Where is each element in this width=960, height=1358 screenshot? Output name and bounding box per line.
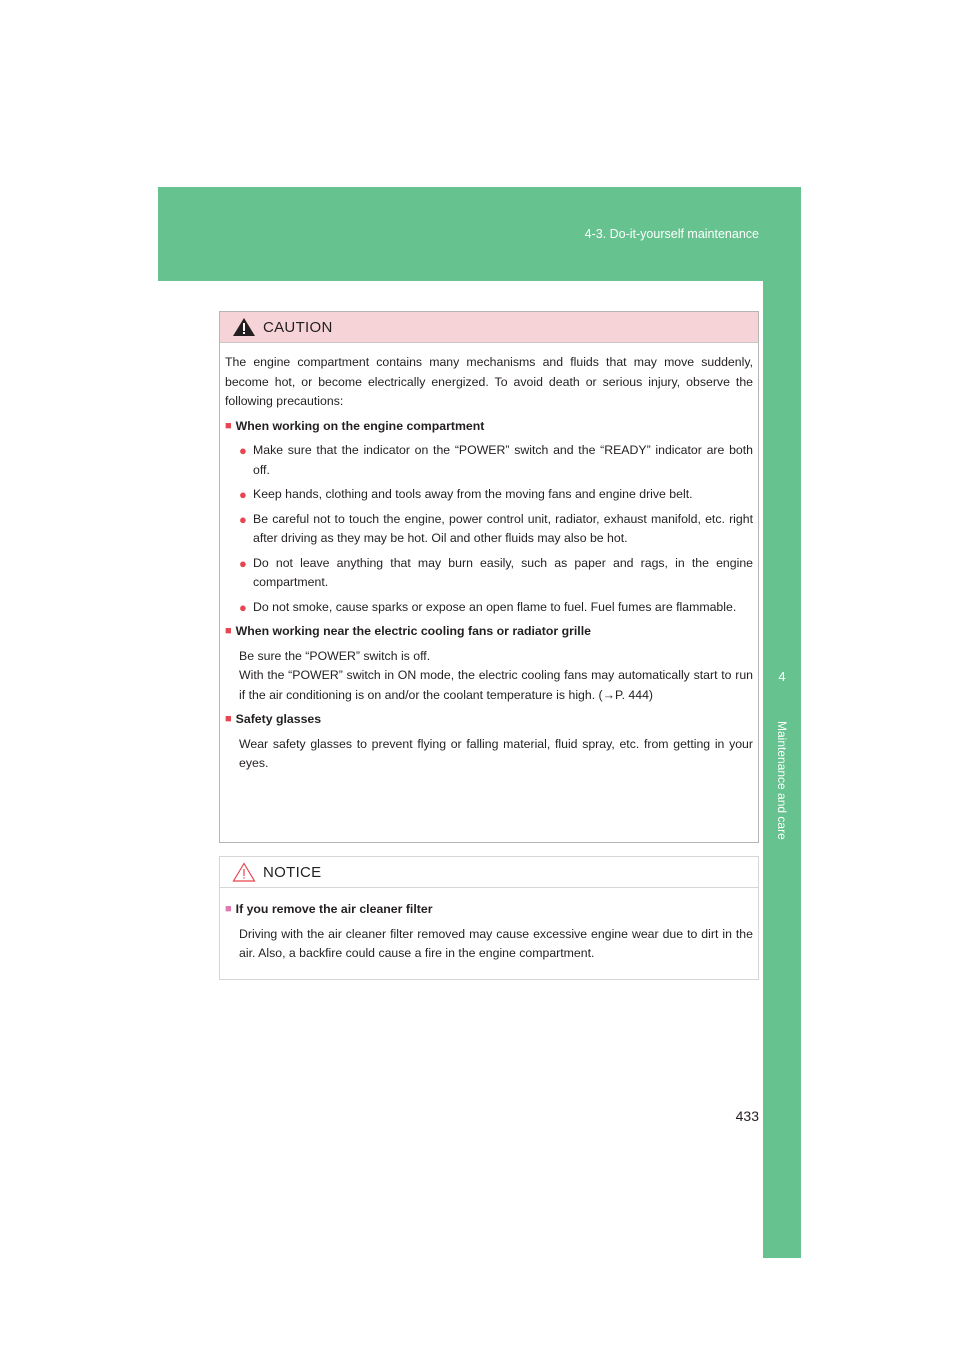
section-header-band bbox=[158, 187, 801, 281]
section-label: 4-3. Do-it-yourself maintenance bbox=[584, 227, 759, 241]
page-number: 433 bbox=[735, 1108, 759, 1124]
circle-bullet-icon: ● bbox=[239, 599, 247, 615]
paragraph: Driving with the air cleaner filter removed may cause excessive engine wear due to dirt in the air. Also, a backfire could cause a fire in the engine compartment. bbox=[239, 926, 753, 960]
caution-title: CAUTION bbox=[263, 318, 333, 336]
subsection-heading: ■ Safety glasses bbox=[225, 710, 753, 730]
warning-outline-icon bbox=[232, 862, 256, 882]
square-bullet-icon: ■ bbox=[225, 625, 232, 637]
list-item: ● Be careful not to touch the engine, power control unit, radiator, exhaust manifold, etc. right after driving as they may be hot. Oil and other fluids may also be hot. bbox=[239, 510, 753, 549]
paragraph: Be sure the “POWER” switch is off. bbox=[239, 648, 431, 663]
chapter-title: Maintenance and care bbox=[775, 721, 789, 840]
caution-intro: The engine compartment contains many mechanisms and fluids that may move suddenly, become hot, or become electrically energized. To avoid death or serious injury, observe the following precautions: bbox=[225, 355, 753, 408]
paragraph: Wear safety glasses to prevent flying or falling material, fluid spray, etc. from getting in your eyes. bbox=[239, 736, 753, 770]
notice-header bbox=[220, 857, 758, 888]
circle-bullet-icon: ● bbox=[239, 443, 247, 458]
square-bullet-icon: ■ bbox=[225, 903, 232, 915]
list-item: ● Make sure that the indicator on the “POWER” switch and the “READY” indicator are both off. bbox=[239, 441, 753, 480]
paragraph: With the “POWER” switch in ON mode, the electric cooling fans may automatically start to run if the air conditioning is on and/or the coolant temperature is high. (→P. 444) bbox=[239, 668, 753, 702]
circle-bullet-icon: ● bbox=[239, 487, 247, 502]
caution-box bbox=[219, 311, 759, 843]
circle-bullet-icon: ● bbox=[239, 555, 247, 571]
chapter-number: 4 bbox=[778, 669, 786, 684]
list-item: ● Keep hands, clothing and tools away from the moving fans and engine drive belt. bbox=[239, 485, 753, 505]
square-bullet-icon: ■ bbox=[225, 419, 232, 432]
list-item: ● Do not leave anything that may burn easily, such as paper and rags, in the engine compartment. bbox=[239, 554, 753, 593]
notice-box bbox=[219, 856, 759, 980]
circle-bullet-icon: ● bbox=[239, 511, 247, 527]
warning-triangle-icon bbox=[232, 317, 256, 337]
caution-header bbox=[220, 312, 758, 343]
subsection-heading: ■ If you remove the air cleaner filter bbox=[225, 900, 753, 920]
caution-body bbox=[220, 343, 758, 774]
notice-title: NOTICE bbox=[263, 863, 322, 881]
chapter-side-tab bbox=[763, 281, 801, 1258]
square-bullet-icon: ■ bbox=[225, 713, 232, 725]
notice-body bbox=[220, 888, 758, 964]
subsection-heading: ■ When working on the engine compartment bbox=[225, 417, 753, 437]
list-item: ● Do not smoke, cause sparks or expose an open flame to fuel. Fuel fumes are flammable. bbox=[239, 598, 753, 618]
subsection-heading: ■ When working near the electric cooling fans or radiator grille bbox=[225, 622, 753, 642]
